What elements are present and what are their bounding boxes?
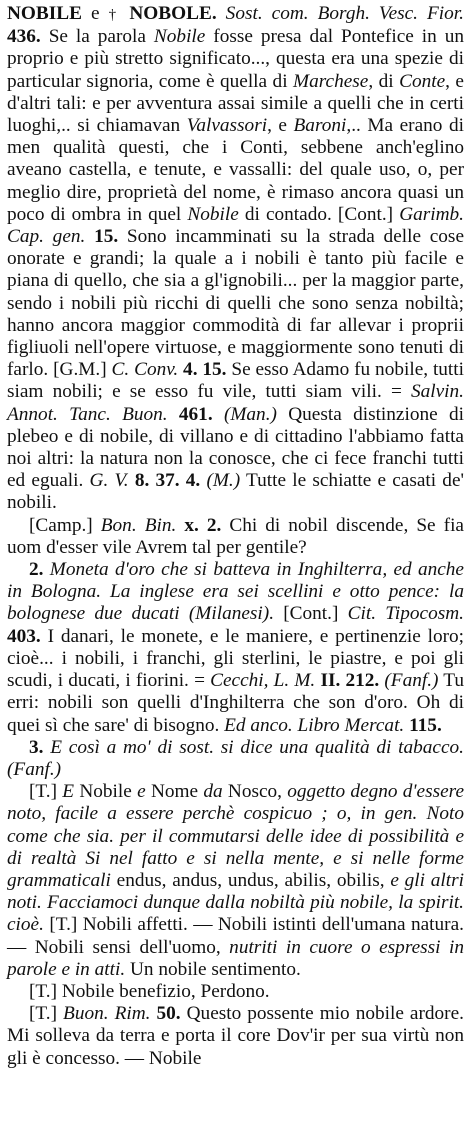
sense-4-paragraph [7,781,464,981]
citation-number: 15. [94,226,119,248]
citation-number: 50. [156,1003,181,1025]
quote-term: Conte [399,70,446,92]
quote-text: Chi di nobil discende, Se fia uom d'esser vile Avrem tal per gentile? [7,514,464,558]
quote-text: Nobili affetti. — Nobili istinti dell'umana natura. — Nobili sensi dell'uomo, [7,914,464,958]
quote-text: Tutte le schiatte e casati de' nobili. [7,470,464,514]
sense-2-paragraph [7,559,464,737]
citation: Garimb. Cap. gen. [7,203,464,248]
citation: Buon. Rim. [63,1003,151,1025]
quote-text: , e [267,115,294,137]
citation: Bon. Bin. [100,514,177,536]
quote-text: fosse presa dal Pontefice in un proprio e più stretto significato..., questa era una spezie di particular signoria, come è quella di [7,26,464,92]
quote-text: Un nobile sentimento. [125,958,301,980]
sense-number: 2. [29,559,44,581]
quote-text: , e d'altri tali: e per avventura assai simile a quelli che in certi luoghi,.. si chiamavan [7,70,464,137]
editor-tag: [T.] [49,914,78,936]
editor-tag: (Milanesi). [188,603,275,625]
quote-term: Nobile [153,26,206,48]
sense-definition: da [203,781,223,803]
citation: G. V. [89,470,129,492]
source-page: 436. [7,26,41,48]
variant-headword: NOBOLE. [129,3,217,24]
sense-3-paragraph [7,737,464,781]
editor-tag: (M.) [206,470,241,492]
quote-term: Valvassori [186,115,268,137]
citation-number: 403. [7,625,41,647]
quote-term: Marchese [293,70,369,92]
sense-definition: nutriti in cuore o espressi in parole e in atti. [7,936,465,980]
citation: C. Conv. [111,359,179,381]
editor-tag: [Cont.] [283,603,339,625]
quote-text: Se esso Adamo fu nobile, tutti siam nobili; e se esso fu vile, tutti siam vili. [7,359,465,403]
citation: Cit. Tipocosm. [347,603,464,625]
editor-tag: [G.M.] [53,359,107,381]
quote-text: endus, andus, undus, abilis, obilis, [110,869,391,891]
quote-text: Nome [145,781,204,803]
sense-definition: Moneta d'oro che si batteva in Inghilterra, ed anche in Bologna. La inglese era sei scellini e otto pence: la bolognese due ducati [7,559,464,625]
editor-tag: [T.] [29,980,58,1002]
quote-text: di contado. [238,203,332,225]
quote-text: Nobile benefizio, Perdono. [57,980,270,1002]
equals-sign: = [390,381,402,403]
sense-definition: E così a mo' di sost. si dice una qualità di tabacco. [50,736,464,758]
sense-definition: e [137,781,146,803]
editor-tag: (Fanf.) [7,758,62,780]
entry-paragraph [7,3,464,515]
conjunction: e [91,3,100,24]
quote-text: Nosco, [222,781,288,803]
editor-tag: (Fanf.) [384,670,439,692]
citation-number: 461. [178,403,213,425]
citation-number: x. 2. [184,514,222,536]
citation-number: 115. [409,714,442,736]
quote-text: Questa distinzione di plebeo e di nobile, di villano e di cittadino l'abbiamo fatta noi altri: la natura non la conosce, che ci fece franchi tutti ed eguali. [7,403,464,492]
dagger-symbol: † [108,7,121,23]
citation-number: 4. 15. [183,359,227,381]
headword: NOBILE [7,3,83,24]
sense-definition: e gli altri noti. Facciamoci dunque dalla nobiltà più nobile, la spirit. cioè. [7,869,464,936]
quote-text: I danari, le monete, e le maniere, e pertinenzie loro; cioè... i nobili, i franchi, gli sterlini, le piastre, e poi gli scudi, i ducati, i fiorini. [7,625,464,692]
citation: Ed anco. Libro Mercat. [224,714,405,736]
quote-text: ,.. Ma erano di men qualità questi, che i Conti, sebbene anch'eglino aveano castella, e tenute, e vassalli: del quale uso, o, per meglio dire, proprietà del nome, è rimaso ancora quasi un poco di ombra in quel [7,115,464,225]
citation: Cecchi, L. M. [210,670,316,692]
sense-number: 3. [29,736,44,758]
editor-tag: [Camp.] [29,514,93,536]
equals-sign: = [194,670,205,692]
citation-number: 8. 37. 4. [134,470,201,492]
sense-6-paragraph [7,1003,464,1070]
grammar-label: Sost. com. [225,3,309,24]
editor-tag: (Man.) [223,403,277,425]
quote-text: Tu erri: nobili son quelli d'Inghilterra che son d'oro. Oh di quei sì che sare' di bisogno. [7,670,465,736]
quote-term: Nobile [187,203,239,225]
sense-definition: oggetto degno d'essere noto, facile a essere perchè cospicuo ; o, in gen. Noto come che sia. per il commutarsi delle idee di possibilità e di realtà Si nel fatto e si nella mente, e si nelle forme grammaticali [7,781,464,891]
quote-text: Sono incamminati su la strada delle cose onorate e grandi; la quale a i nobili è tanto più facile e piana di quello, che sia a gl'ignobili... per la maggior parte, sendo i nobili più ricchi di quelli che sono senza nobiltà; hanno ancora maggior commodità di far allevar i proprii figliuoli nell'opere virtuose, e maggiormente sono tenuti di farlo. [7,226,464,381]
editor-tag: [T.] [29,1003,58,1025]
editor-tag: [Cont.] [337,203,394,225]
source-ref: Borgh. Vesc. Fior. [317,3,464,24]
quote-term: Baroni [293,115,347,137]
verse-paragraph [7,515,464,559]
quote-text: Nobile [74,781,138,803]
citation: Salvin. Annot. Tanc. Buon. [7,381,464,425]
quote-text: , di [368,70,400,92]
editor-tag: [T.] [29,781,58,803]
citation-number: II. 212. [320,670,380,692]
quote-text: Questo possente mio nobile ardore. Mi solleva da terra e porta il core Dov'ir per sua virtù non gli è concesso. — Nobile [7,1003,464,1069]
sense-5-paragraph [7,981,464,1003]
sense-definition: E [62,781,75,803]
quote-text: Se la parola [48,26,154,48]
